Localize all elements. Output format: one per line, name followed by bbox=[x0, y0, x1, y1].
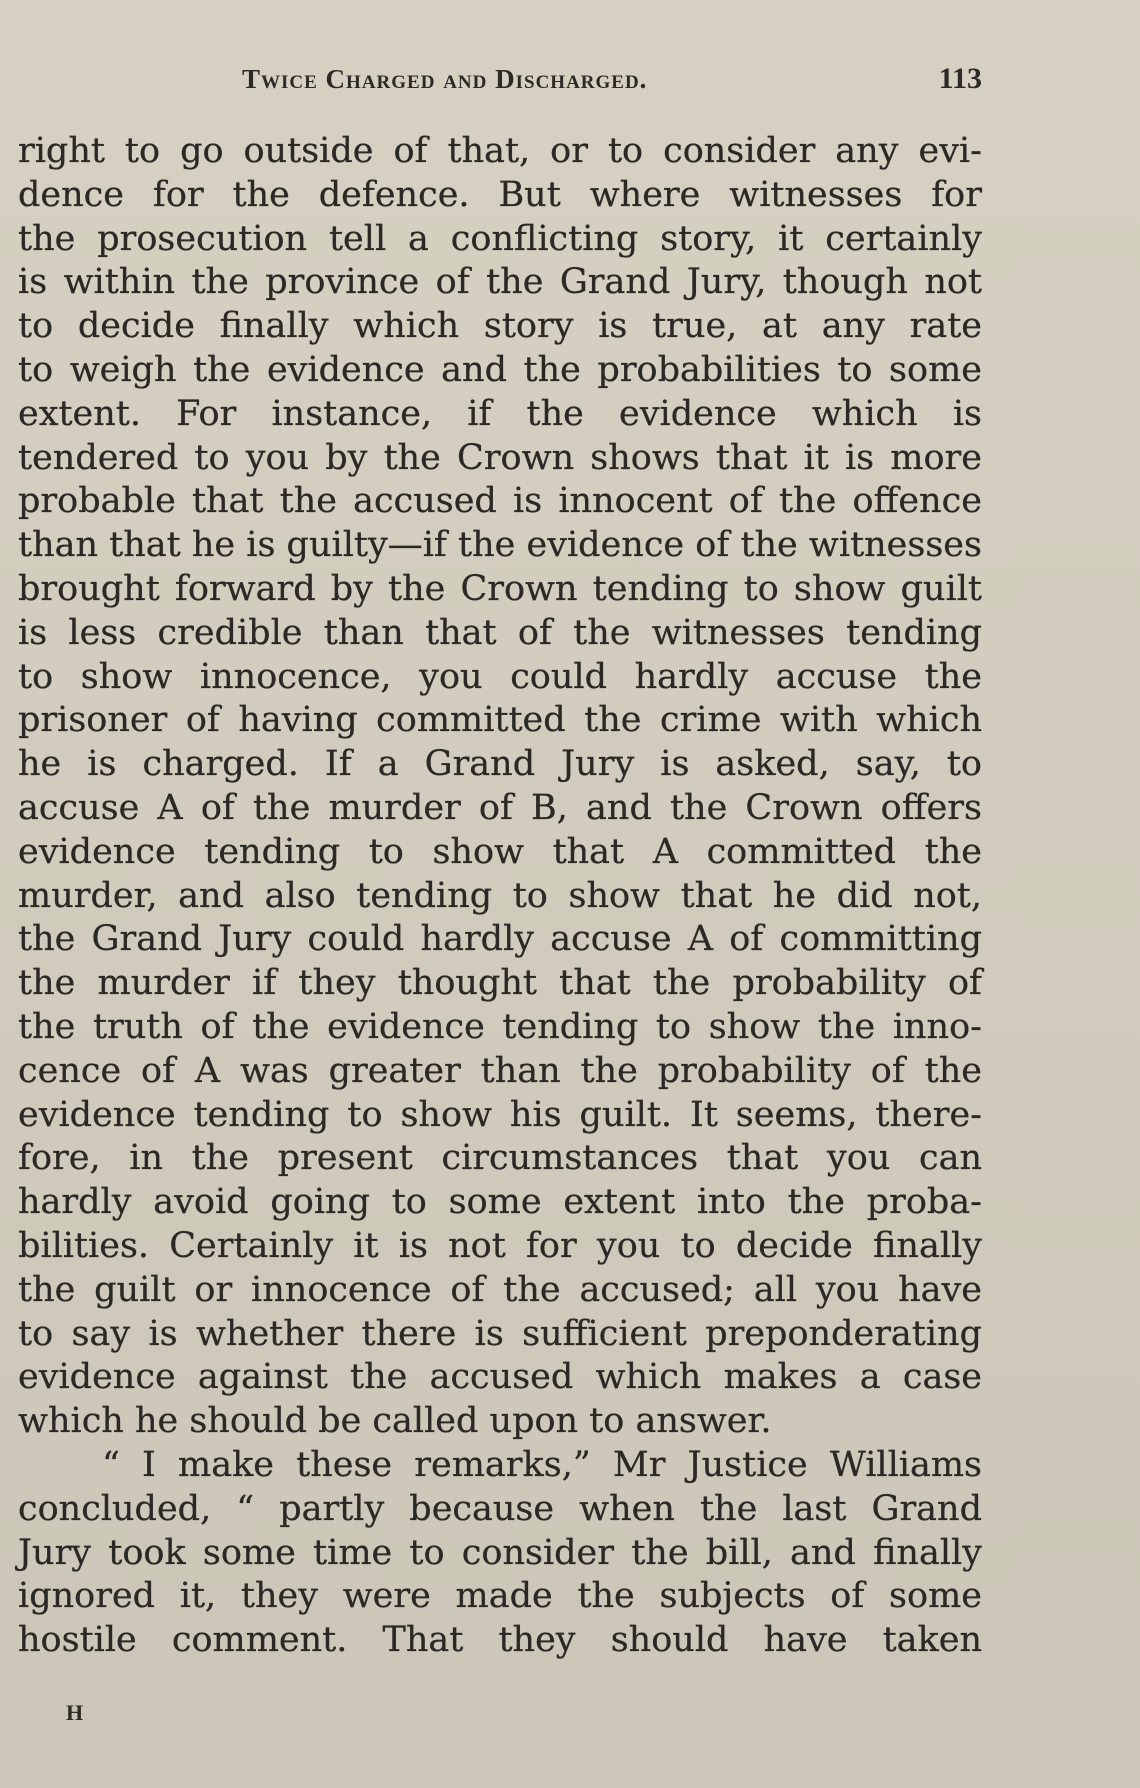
text-line: he is charged. If a Grand Jury is asked, say, to bbox=[18, 744, 982, 785]
text-line: hardly avoid going to some extent into the proba- bbox=[18, 1182, 982, 1223]
text-line: extent. For instance, if the evidence which is bbox=[18, 393, 982, 434]
text-line: accuse A of the murder of B, and the Crown offers bbox=[18, 787, 982, 828]
running-head bbox=[22, 64, 982, 108]
text-line: fore, in the present circumstances that you can bbox=[18, 1138, 982, 1179]
body-text bbox=[18, 130, 982, 1663]
text-line: to show innocence, you could hardly accuse the bbox=[18, 656, 982, 697]
text-line: “ I make these remarks,” Mr Justice Williams bbox=[102, 1444, 982, 1485]
text-line: dence for the defence. But where witnesses for bbox=[18, 174, 982, 215]
text-line: right to go outside of that, or to consider any evi- bbox=[18, 131, 982, 171]
text-line: the murder if they thought that the probability of bbox=[18, 963, 982, 1004]
text-line: tendered to you by the Crown shows that it is more bbox=[18, 437, 982, 478]
text-line: murder, and also tending to show that he did not, bbox=[18, 875, 982, 916]
text-line: bilities. Certainly it is not for you to decide finally bbox=[18, 1225, 982, 1266]
text-line: to weigh the evidence and the probabilities to some bbox=[18, 349, 982, 390]
text-line: the Grand Jury could hardly accuse A of committing bbox=[18, 919, 982, 960]
text-line: evidence against the accused which makes a case bbox=[18, 1357, 982, 1398]
text-line: cence of A was greater than the probability of the bbox=[18, 1050, 982, 1091]
text-line: evidence tending to show that A committed the bbox=[18, 831, 982, 872]
page-number: 113 bbox=[938, 62, 982, 95]
text-line: than that he is guilty—if the evidence of the witnesses bbox=[18, 525, 982, 566]
text-line: is less credible than that of the witnesses tending bbox=[18, 612, 982, 653]
text-line: ignored it, they were made the subjects of some bbox=[18, 1576, 982, 1617]
text-line: brought forward by the Crown tending to show guilt bbox=[18, 568, 982, 609]
text-line: the truth of the evidence tending to show the inno- bbox=[18, 1006, 982, 1047]
text-line: prisoner of having committed the crime with which bbox=[18, 700, 982, 741]
text-line: is within the province of the Grand Jury, though not bbox=[18, 262, 982, 303]
text-line: hostile comment. That they should have taken bbox=[18, 1620, 982, 1661]
text-line: the guilt or innocence of the accused; all you have bbox=[18, 1269, 982, 1310]
text-line: Jury took some time to consider the bill, and finally bbox=[18, 1532, 982, 1573]
text-line: evidence tending to show his guilt. It seems, there- bbox=[18, 1094, 982, 1135]
text-line: to say is whether there is sufficient preponderating bbox=[18, 1313, 982, 1354]
text-line: probable that the accused is innocent of the offence bbox=[18, 481, 982, 522]
text-line: the prosecution tell a conflicting story, it certainly bbox=[18, 218, 982, 259]
text-line: to decide finally which story is true, at any rate bbox=[18, 306, 982, 347]
text-line: which he should be called upon to answer. bbox=[18, 1401, 772, 1442]
text-line: concluded, “ partly because when the last Grand bbox=[18, 1488, 982, 1529]
running-title: Twice Charged and Discharged. bbox=[242, 64, 648, 94]
signature-mark: H bbox=[66, 1700, 84, 1725]
